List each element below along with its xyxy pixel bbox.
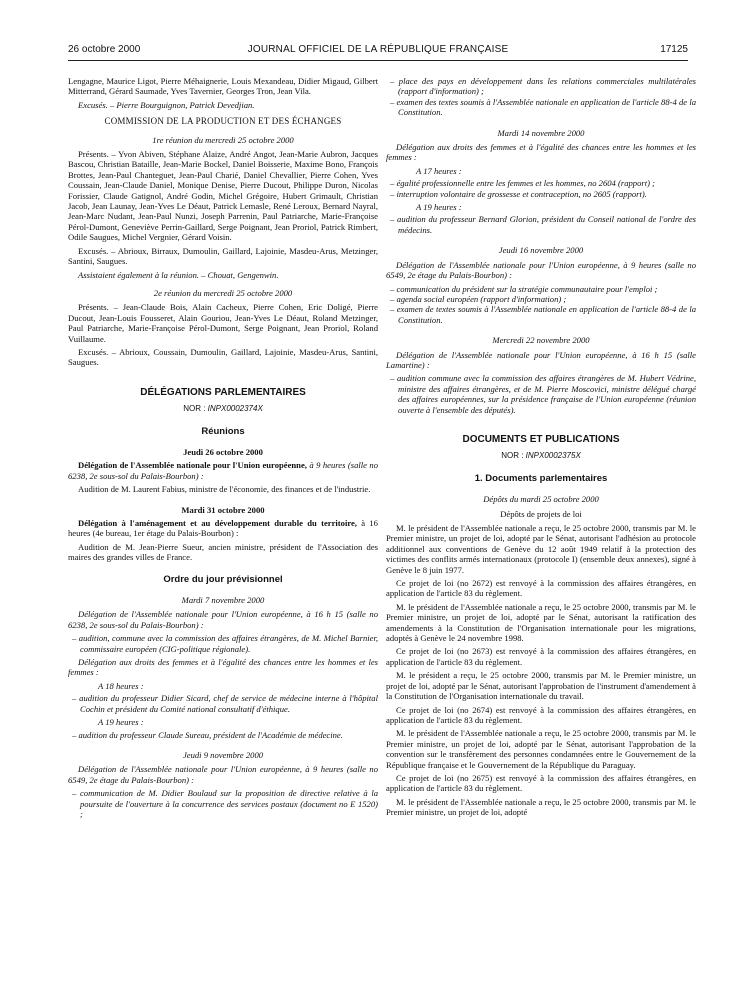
section-heading: 1. Documents parlementaires xyxy=(474,472,608,484)
header-date: 26 octobre 2000 xyxy=(68,44,141,55)
deposit-paragraph: M. le président a reçu, le 25 octobre 2000, transmis par M. le Premier ministre, un projet de loi, adopté par le Sénat, autorisant l'approbation de l'instrument d'amendement à la Constitution de l'Organisation internationale du travail. xyxy=(386,670,696,702)
meeting-heading-1: 1re réunion du mercredi 25 octobre 2000 xyxy=(152,134,294,145)
agenda-list xyxy=(386,178,696,199)
header-rule xyxy=(68,60,688,61)
meeting-2-present: Présents. – Jean-Claude Bois, Alain Cacheux, Pierre Cohen, Eric Doligé, Pierre Ducout, Jean-Louis Fousseret, Alain Gouriou, Jean-Yves Le Déaut, Roland Metzinger, Paul Patriarche, Marie-Françoise Pérol-Dumont, Serge Poignant, Jean Proriol, Roland Vuillaume. xyxy=(68,302,378,344)
nor-label: NOR : xyxy=(501,451,526,461)
audition-text: Audition de M. Laurent Fabius, ministre de l'économie, des finances et de l'industrie. xyxy=(78,484,371,495)
agenda-item: – examen de textes soumis à l'Assemblée nationale en application de l'article 88-4 de la Constitution. xyxy=(390,304,696,325)
agenda-item: – audition du professeur Claude Sureau, président de l'Académie de médecine. xyxy=(72,729,343,740)
delegation-name: Délégation de l'Assemblée nationale pour l'Union européenne, xyxy=(78,460,307,471)
referral-paragraph: Ce projet de loi (no 2673) est renvoyé à la commission des affaires étrangères, en application de l'article 83 du règlement. xyxy=(386,646,696,667)
left-column xyxy=(68,76,378,822)
day-heading: Jeudi 16 novembre 2000 xyxy=(498,245,584,256)
page-header xyxy=(68,44,688,58)
depots-heading: Dépôts du mardi 25 octobre 2000 xyxy=(483,494,599,505)
nor-label: NOR : xyxy=(183,404,208,414)
excuses-line: Excusés. – Pierre Bourguignon, Patrick Devedjian. xyxy=(78,99,255,110)
nor-value: INPX0002375X xyxy=(525,451,581,461)
delegation-entry xyxy=(68,460,378,481)
delegation-entry: Délégation de l'Assemblée nationale pour l'Union européenne, à 9 heures (salle no 6549, 2e étage du Palais-Bourbon) : xyxy=(68,764,378,785)
delegation-name: Délégation à l'aménagement et au développement durable du territoire, xyxy=(78,518,357,528)
delegation-entry: Délégation de l'Assemblée nationale pour l'Union européenne, à 16 h 15 (salle no 6238, 2e sous-sol du Palais-Bourbon) : xyxy=(68,609,378,630)
right-column xyxy=(386,76,696,821)
delegation-entry: Délégation aux droits des femmes et à l'égalité des chances entre les hommes et les femmes : xyxy=(386,142,696,163)
agenda-item: – agenda social européen (rapport d'information) ; xyxy=(390,293,567,304)
ordre-du-jour-heading: Ordre du jour prévisionnel xyxy=(163,573,283,585)
day-heading: Jeudi 9 novembre 2000 xyxy=(182,749,264,760)
meeting-1-assistants: Assistaient également à la réunion. – Chouat, Gengenwin. xyxy=(78,269,279,280)
agenda-item: – audition, commune avec la commission des affaires étrangères, de M. Michel Barnier, commissaire européen (CIG-politique régionale). xyxy=(72,633,378,654)
agenda-item: – audition du professeur Bernard Glorion, président du Conseil national de l'ordre des médecins. xyxy=(390,214,696,235)
day-heading: Mercredi 22 novembre 2000 xyxy=(492,335,590,346)
agenda-list xyxy=(68,788,378,819)
agenda-item: – place des pays en développement dans les relations commerciales multilatérales (rapport d'information) ; xyxy=(390,76,696,97)
agenda-list xyxy=(68,730,378,740)
delegation-entry: Délégation de l'Assemblée nationale pour l'Union européenne, à 9 heures (salle no 6549, 2e étage du Palais-Bourbon) : xyxy=(386,259,696,281)
deposit-paragraph: M. le président de l'Assemblée nationale a reçu, le 25 octobre 2000, transmis par M. le Premier ministre, un projet de loi, adopté par le Sénat, autorisant l'approbation de la convention sur le transfèrement des personnes condamnées entre le Gouvernement de la République française et le Gouvernement de la République du Paraguay. xyxy=(386,728,696,770)
agenda-item: – audition commune avec la commission des affaires étrangères de M. Hubert Védrine, ministre des affaires étrangères, et de M. Pierre Moscovici, ministre délégué chargé des affaires européennes, sur la présidence française de l'Union européenne (réunion ouverte à l'ensemble des députés). xyxy=(390,373,696,415)
time-label: A 19 heures : xyxy=(416,202,462,213)
delegation-entry: Délégation de l'Assemblée nationale pour l'Union européenne, à 16 h 15 (salle Lamartine) : xyxy=(386,349,696,370)
referral-paragraph: Ce projet de loi (no 2675) est renvoyé à la commission des affaires étrangères, en application de l'article 83 du règlement. xyxy=(386,772,696,794)
agenda-list xyxy=(386,214,696,235)
meeting-1-excuses: Excusés. – Abrioux, Birraux, Dumoulin, Gaillard, Lajoinie, Masdeu-Arus, Metzinger, Santini, Saugues. xyxy=(68,245,378,267)
agenda-list xyxy=(386,76,696,118)
header-page-number: 17125 xyxy=(660,44,688,55)
agenda-item: – égalité professionnelle entre les femmes et les hommes, no 2604 (rapport) ; xyxy=(390,178,656,189)
delegations-title: DÉLÉGATIONS PARLEMENTAIRES xyxy=(140,386,306,398)
day-heading: Jeudi 26 octobre 2000 xyxy=(183,446,263,457)
referral-paragraph: Ce projet de loi (no 2672) est renvoyé à la commission des affaires étrangères, en application de l'article 83 du règlement. xyxy=(386,578,696,599)
agenda-list xyxy=(386,373,696,415)
reunions-heading: Réunions xyxy=(201,425,245,437)
nor-reference xyxy=(386,451,696,461)
delegation-time: à 9 heures (salle no 6238, 2e sous-sol du Palais-Bourbon) : xyxy=(68,460,379,481)
meeting-2-excuses: Excusés. – Abrioux, Coussain, Dumoulin, Gaillard, Lajoinie, Masdeu-Arus, Santini, Saugues. xyxy=(68,346,378,368)
audition-text: Audition de M. Jean-Pierre Sueur, ancien ministre, président de l'Association des maires des grandes villes de France. xyxy=(68,541,378,563)
time-label: A 17 heures : xyxy=(416,165,462,176)
delegation-time: à 16 heures (4e bureau, 1er étage du Palais-Bourbon) : xyxy=(68,518,378,539)
deposit-paragraph: M. le président de l'Assemblée nationale a reçu, le 25 octobre 2000, transmis par M. le Premier ministre, un projet de loi, adopté par le Sénat, autorisant la ratification des amendements à la Constitution de l'Organisation internationale pour les migrations, adoptés à Genève le 24 novembre 1998. xyxy=(386,601,696,644)
agenda-list xyxy=(68,693,378,714)
agenda-list xyxy=(68,633,378,654)
agenda-list xyxy=(386,284,696,326)
delegation-entry: Délégation aux droits des femmes et à l'égalité des chances entre les hommes et les femmes : xyxy=(68,657,378,678)
time-label: A 19 heures : xyxy=(98,717,144,728)
day-heading: Mardi 31 octobre 2000 xyxy=(181,504,265,515)
meeting-heading-2: 2e réunion du mercredi 25 octobre 2000 xyxy=(153,287,293,298)
day-heading: Mardi 14 novembre 2000 xyxy=(497,127,585,138)
nor-reference xyxy=(68,404,378,414)
attendee-list-continued: Lengagne, Maurice Ligot, Pierre Méhaignerie, Louis Mexandeau, Didier Migaud, Gilbert Mitterrand, Gérard Saumade, Yves Tavernier, Georges Tron, Jean Vila. xyxy=(68,76,378,97)
day-heading: Mardi 7 novembre 2000 xyxy=(181,595,265,606)
agenda-item: – audition du professeur Didier Sicard, chef de service de médecine interne à l'hôpital Cochin et président du Comité national consultatif d'éthique. xyxy=(72,693,378,714)
nor-value: INPX0002374X xyxy=(207,404,263,414)
header-title: JOURNAL OFFICIEL DE LA RÉPUBLIQUE FRANÇAISE xyxy=(247,44,509,55)
deposit-paragraph: M. le président de l'Assemblée nationale a reçu, le 25 octobre 2000, transmis par M. le Premier ministre, un projet de loi, adopté par le Sénat, autorisant l'adhésion au protocole additionnel aux conventions de Genève du 12 août 1949 relatif à la protection des victimes des conflits armés internationaux (protocole I) (ensemble deux annexes), signé à Genève le 8 juin 1977. xyxy=(386,523,696,575)
delegation-entry xyxy=(68,518,378,539)
documents-title: DOCUMENTS ET PUBLICATIONS xyxy=(462,433,620,445)
meeting-1-present: Présents. – Yvon Abiven, Stéphane Alaize, André Angot, Jean-Marie Aubron, Jacques Bascou, Christian Bataille, Jean-Marie Bockel, Daniel Boisserie, Maxime Bono, François Brottes, Jean-Paul Chanteguet, Jean-Paul Charié, Daniel Chevallier, Pierre Cohen, Yves Coussain, Jean-Claude Daniel, Monique Denise, Pierre Ducout, Philippe Duron, Nicolas Forissier, Claude Gatignol, André Godin, Michel Grégoire, Hubert Grimault, Christian Jacob, Jean Launay, Jean-Yves Le Déaut, Patrick Lemasle, René Leroux, Bernard Nayral, Jean-Marc Nudant, Jean-Paul Nunzi, Joseph Parrenin, Paul Patriarche, Marie-Françoise Pérol-Dumont, Geneviève Perrin-Gaillard, Serge Poignant, Jean Proriol, Patrick Rimbert, Odile Saugues, Michel Vergnier, Gérard Voisin. xyxy=(68,149,378,243)
deposit-paragraph: M. le président de l'Assemblée nationale a reçu, le 25 octobre 2000, transmis par M. le Premier ministre, un projet de loi, adopté xyxy=(386,796,696,818)
commission-heading: COMMISSION DE LA PRODUCTION ET DES ÉCHANGES xyxy=(104,116,342,127)
depots-subheading: Dépôts de projets de loi xyxy=(500,508,582,519)
agenda-item: – examen des textes soumis à l'Assemblée nationale en application de l'article 88-4 de la Constitution. xyxy=(390,96,696,118)
agenda-item: – interruption volontaire de grossesse et contraception, no 2605 (rapport). xyxy=(390,188,647,199)
agenda-item: – communication du président sur la stratégie communautaire pour l'emploi ; xyxy=(390,283,658,294)
referral-paragraph: Ce projet de loi (no 2674) est renvoyé à la commission des affaires étrangères, en application de l'article 83 du règlement. xyxy=(386,704,696,725)
agenda-item: – communication de M. Didier Boulaud sur la proposition de directive relative à la poursuite de l'ouverture à la concurrence des services postaux (document no E 1520) ; xyxy=(72,788,378,819)
time-label: A 18 heures : xyxy=(98,680,144,691)
